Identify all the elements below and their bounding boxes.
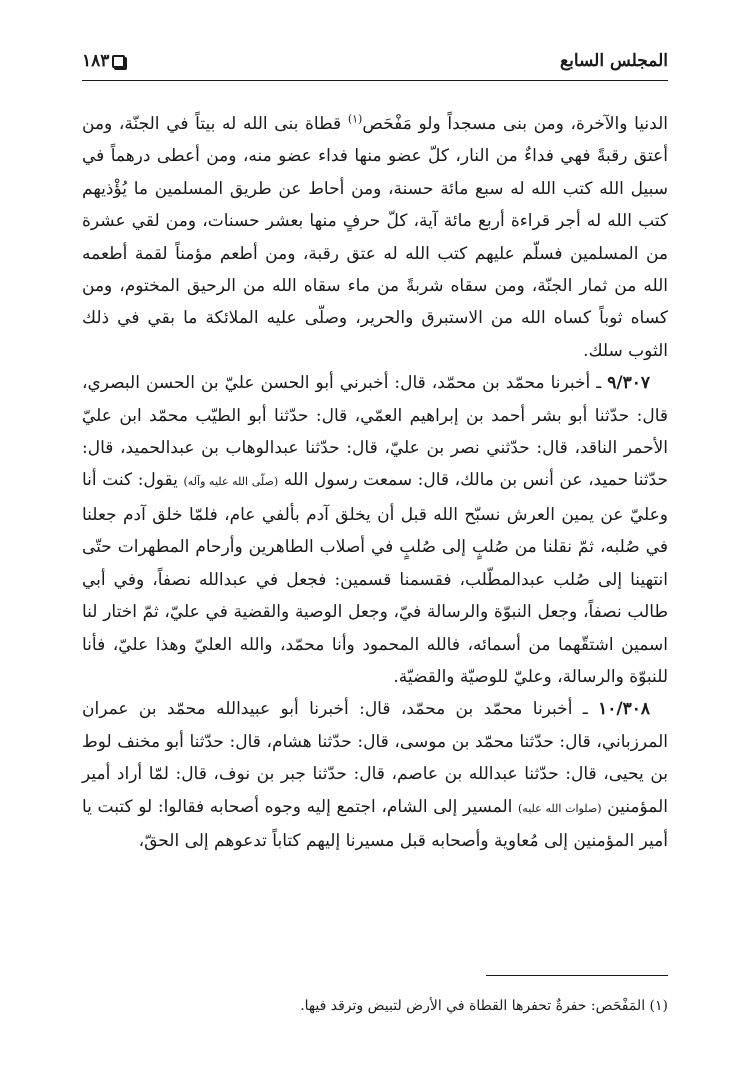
page-number: ١٨٣ bbox=[82, 51, 110, 71]
entry-number-307: ٩/٣٠٧ bbox=[607, 373, 650, 394]
entry-308-text-a: ـ أخبرنا محمّد بن محمّد، قال: أخبرنا أبو عبيدالله محمّد بن عمران المرزباني، قال: حدّثنا محمّد بن موسى، قال: حدّثنا هشام، قال: حدّثنا أبو مخنف لوط بن يحيى، قال: حدّثنا عبدالله بن عاصم، قال: حدّثنا جبر بن نوف، قال: لمّا أراد أمير المؤمنين bbox=[82, 699, 668, 817]
main-text bbox=[82, 108, 668, 857]
honorific-307: (صلّى الله عليه وآله) bbox=[183, 475, 279, 489]
header-divider bbox=[82, 80, 668, 81]
hadith-entry-307 bbox=[82, 367, 668, 693]
chapter-title: المجلس السابع bbox=[560, 51, 668, 71]
footnote-divider bbox=[486, 975, 668, 976]
paragraph-1-text-a: الدنيا والآخرة، ومن بنى مسجداً ولو مَفْحَص bbox=[362, 114, 668, 134]
paragraph-1 bbox=[82, 108, 668, 367]
entry-number-308: ١٠/٣٠٨ bbox=[598, 699, 650, 720]
hadith-entry-308 bbox=[82, 693, 668, 857]
running-header bbox=[82, 44, 668, 78]
entry-307-text-b: يقول: كنت أنا وعليّ عن يمين العرش نسبّح الله قبل أن يخلق آدم بألفي عام، فلمّا خلق آدم جعلنا في صُلبه، ثمّ نقلنا من صُلبٍ إلى صُلبٍ في أصلاب الطاهرين وأرحام المطهرات حتّى انتهينا إلى صُلب عبدالمطّلب، فقسمنا قسمين: فجعل في عبدالله نصفاً، وفي أبي طالب نصفاً، وجعل النبوّة والرسالة فيّ، وجعل الوصية والقضية في عليّ، ثمّ اختار لنا اسمين اشتقّهما من أسمائه، فالله المحمود وأنا محمّد، والله العليّ وهذا عليّ، فأنا للنبوّة والرسالة، وعليّ للوصيّة والقضيّة. bbox=[82, 470, 668, 687]
entry-307-text-a: ـ أخبرنا محمّد بن محمّد، قال: أخبرني أبو الحسن عليّ بن الحسن البصري، قال: حدّثنا أبو بشر أحمد بن إبراهيم العمّي، قال: حدّثنا أبو الطيّب محمّد ابن عليّ الأحمر الناقد، قال: حدّثني نصر بن عليّ، قال: حدّثنا عبدالوهاب بن عبدالحميد، قال: حدّثنا حميد، عن أنس بن مالك، قال: سمعت رسول الله bbox=[82, 373, 668, 491]
paragraph-1-text-b: قطاة بنى الله له بيتاً في الجنّة، ومن أعتق رقبةً فهي فداءٌ من النار، كلّ عضو منها فداء عضو منه، ومن أعطى درهماً في سبيل الله كتب الله له سبع مائة حسنة، ومن أحاط عن طريق المسلمين ما يُؤْذيهم كتب الله له أجر قراءة أربع مائة آية، كلّ حرفٍ منها بعشر حسنات، ومن لقي عشرة من المسلمين فسلّم عليهم كتب الله له عتق رقبة، ومن أطعم مؤمناً لقمة أطعمه الله من ثمار الجنّة، ومن سقاه شربةً من ماء سقاه الله من الرحيق المختوم، ومن كساه ثوباً كساه الله من الاستبرق والحرير، وصلّى عليه الملائكة ما بقي في ذلك الثوب سلك. bbox=[82, 114, 668, 361]
box-icon bbox=[112, 55, 125, 68]
footnote-reference: (١) bbox=[347, 112, 363, 126]
entry-308-text-b: المسير إلى الشام، اجتمع إليه وجوه أصحابه فقالوا: لو كتبت يا أمير المؤمنين إلى مُعاوية وأصحابه قبل مسيرنا إليهم كتاباً تدعوهم إلى الحقّ، bbox=[82, 796, 668, 851]
footnote: (١) المَفْحَص: حفرةٌ تحفرها القطاة في الأرض لتبيض وترقد فيها. bbox=[300, 998, 668, 1014]
honorific-308: (صلوات الله عليه) bbox=[518, 801, 602, 815]
page-number-group bbox=[82, 51, 125, 71]
